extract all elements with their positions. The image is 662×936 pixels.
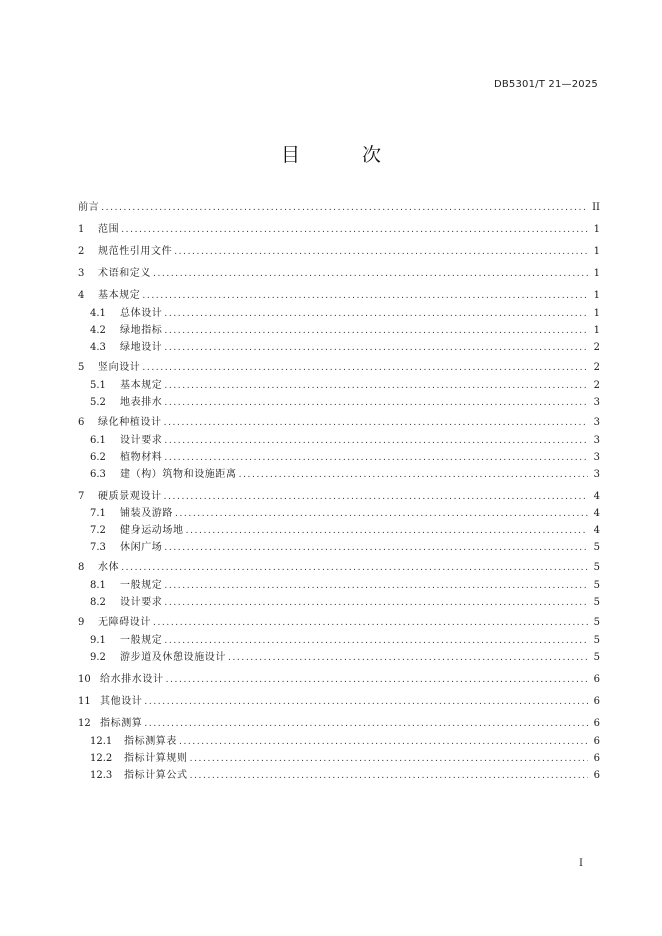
toc-entry-page: 1 [593,246,600,257]
toc-entry-page: 4 [593,525,600,536]
toc-dot-leader [179,735,588,749]
toc-entry-page: 6 [593,753,600,764]
toc-entry[interactable] [90,596,600,610]
toc-dot-leader [164,596,588,610]
toc-entry[interactable] [90,468,600,482]
toc-dot-leader [164,490,588,504]
toc-entry-number: 7 [78,491,85,502]
toc-entry[interactable] [90,769,600,783]
toc-entry-page: 3 [593,397,600,408]
toc-entry-page: 1 [593,224,600,235]
toc-entry-label: 指标测算表 [124,736,177,747]
toc-entry-number: 7.1 [90,508,106,519]
toc-entry-page: 5 [593,617,600,628]
toc-dot-leader [164,416,588,430]
toc-dot-leader [190,769,588,783]
toc-entry-number: 4.1 [90,308,106,319]
toc-entry-page: 1 [593,290,600,301]
toc-entry-number: 11 [78,696,91,707]
toc-entry-page: 1 [593,268,600,279]
toc-entry-number: 9.1 [90,635,106,646]
toc-dot-leader [164,379,588,393]
toc-entry-label: 建（构）筑物和设施距离 [120,469,237,480]
toc-entry-number: 2 [78,246,85,257]
toc-entry-label: 植物材料 [120,452,163,463]
toc-dot-leader [164,434,588,448]
toc-entry[interactable] [78,673,600,687]
toc-dot-leader [190,752,588,766]
toc-entry-page: 3 [593,469,600,480]
toc-entry-page: II [592,202,600,213]
toc-entry-label: 指标计算公式 [124,770,188,781]
toc-entry[interactable] [78,695,600,709]
toc-entry[interactable] [78,361,600,375]
toc-entry-label: 地表排水 [120,397,163,408]
toc-dot-leader [121,223,588,237]
toc-dot-leader [164,451,588,465]
toc-entry-page: 3 [593,435,600,446]
toc-entry[interactable] [78,717,600,731]
toc-entry-page: 3 [593,452,600,463]
toc-entry-label: 总体设计 [120,308,163,319]
toc-entry-page: 3 [593,417,600,428]
toc-entry-label: 一般规定 [120,580,163,591]
toc-entry-number: 12.2 [90,753,113,764]
toc-dot-leader [164,396,588,410]
toc-entry-number: 9 [78,617,85,628]
toc-entry-label: 水体 [98,562,120,573]
toc-entry[interactable] [90,651,600,665]
toc-entry-number: 12 [78,718,91,729]
toc-entry-label: 基本规定 [98,290,141,301]
toc-entry-number: 10 [78,674,91,685]
toc-entry-label: 无障碍设计 [98,617,151,628]
toc-entry-number: 8 [78,562,85,573]
toc-dot-leader [142,361,588,375]
toc-entry-label: 设计要求 [120,597,163,608]
toc-dot-leader [164,634,588,648]
toc-entry-number: 5.2 [90,397,106,408]
toc-entry-page: 2 [593,342,600,353]
toc-dot-leader [186,524,588,538]
toc-dot-leader [164,579,588,593]
toc-dot-leader [175,507,588,521]
toc-entry-label: 绿化种植设计 [98,417,162,428]
toc-entry-number: 4.2 [90,325,106,336]
toc-entry[interactable] [90,307,600,321]
toc-entry[interactable] [90,507,600,521]
toc-entry-number: 7.2 [90,525,106,536]
toc-entry-label: 健身运动场地 [120,525,184,536]
toc-entry-page: 6 [593,718,600,729]
toc-entry-page: 5 [593,635,600,646]
toc-entry-label: 休闲广场 [120,542,163,553]
toc-entry-page: 2 [593,362,600,373]
toc-entry[interactable] [78,267,600,281]
toc-dot-leader [239,468,588,482]
toc-entry-label: 一般规定 [120,635,163,646]
toc-entry-number: 6.1 [90,435,106,446]
toc-entry-label: 设计要求 [120,435,163,446]
footer-page-number: I [579,858,583,869]
toc-entry-label: 范围 [98,224,120,235]
toc-entry-label: 术语和定义 [98,268,151,279]
toc-entry-page: 5 [593,580,600,591]
toc-dot-leader [153,616,588,630]
toc-dot-leader [101,201,588,215]
toc-entry[interactable] [90,324,600,338]
toc-entry-number: 6.3 [90,469,106,480]
toc-entry[interactable] [90,341,600,355]
toc-entry[interactable] [90,735,600,749]
toc-entry-page: 6 [593,674,600,685]
toc-entry[interactable] [78,490,600,504]
toc-entry-number: 6.2 [90,452,106,463]
toc-entry[interactable] [90,579,600,593]
toc-entry[interactable] [90,451,600,465]
toc-dot-leader [144,717,588,731]
toc-entry-page: 4 [593,508,600,519]
toc-entry-number: 4.3 [90,342,106,353]
toc-entry-label: 其他设计 [100,696,143,707]
toc-dot-leader [166,673,588,687]
toc-entry-number: 8.1 [90,580,106,591]
toc-entry-label: 游步道及休憩设施设计 [120,652,226,663]
toc-entry-page: 2 [593,380,600,391]
page-title: 目 次 [280,144,410,166]
toc-entry[interactable] [90,434,600,448]
toc-dot-leader [164,541,588,555]
toc-entry-label: 指标测算 [100,718,143,729]
toc-entry[interactable] [78,201,600,215]
toc-entry[interactable] [90,396,600,410]
toc-entry-label: 前言 [78,202,100,213]
toc-entry-number: 4 [78,290,85,301]
toc-entry-page: 6 [593,736,600,747]
toc-entry-page: 5 [593,542,600,553]
toc-entry-number: 9.2 [90,652,106,663]
toc-entry-label: 给水排水设计 [100,674,164,685]
toc-entry[interactable] [78,245,600,259]
toc-entry[interactable] [78,561,600,575]
toc-entry-label: 规范性引用文件 [98,246,173,257]
toc-entry-number: 1 [78,224,85,235]
toc-entry-label: 绿地设计 [120,342,163,353]
toc-entry-label: 指标计算规则 [124,753,188,764]
toc-dot-leader [174,245,588,259]
toc-dot-leader [164,307,588,321]
toc-entry-label: 竖向设计 [98,362,141,373]
toc-entry-label: 基本规定 [120,380,163,391]
toc-entry-page: 5 [593,652,600,663]
toc-entry-number: 6 [78,417,85,428]
toc-dot-leader [142,289,588,303]
toc-entry[interactable] [78,289,600,303]
toc-entry-label: 硬质景观设计 [98,491,162,502]
toc-dot-leader [144,695,588,709]
toc-dot-leader [164,324,588,338]
toc-entry-page: 6 [593,770,600,781]
toc-entry-page: 1 [593,325,600,336]
toc-entry-number: 12.3 [90,770,113,781]
toc-entry[interactable] [90,634,600,648]
toc-entry-page: 5 [593,597,600,608]
toc-dot-leader [164,341,588,355]
toc-entry-number: 5.1 [90,380,106,391]
toc-entry-number: 8.2 [90,597,106,608]
document-code: DB5301/T 21—2025 [493,79,598,90]
toc-entry[interactable] [90,541,600,555]
toc-entry-page: 1 [593,308,600,319]
toc-entry-number: 12.1 [90,736,113,747]
toc-entry[interactable] [90,379,600,393]
toc-entry[interactable] [78,616,600,630]
toc-entry-page: 6 [593,696,600,707]
toc-dot-leader [121,561,588,575]
toc-entry-number: 3 [78,268,85,279]
toc-entry-page: 4 [593,491,600,502]
toc-entry-label: 绿地指标 [120,325,163,336]
toc-entry-page: 5 [593,562,600,573]
toc-entry[interactable] [90,524,600,538]
toc-entry[interactable] [90,752,600,766]
toc-dot-leader [153,267,588,281]
toc-entry[interactable] [78,416,600,430]
toc-entry[interactable] [78,223,600,237]
toc-entry-number: 7.3 [90,542,106,553]
toc-entry-label: 铺装及游路 [120,508,173,519]
toc-dot-leader [228,651,588,665]
toc-entry-number: 5 [78,362,85,373]
